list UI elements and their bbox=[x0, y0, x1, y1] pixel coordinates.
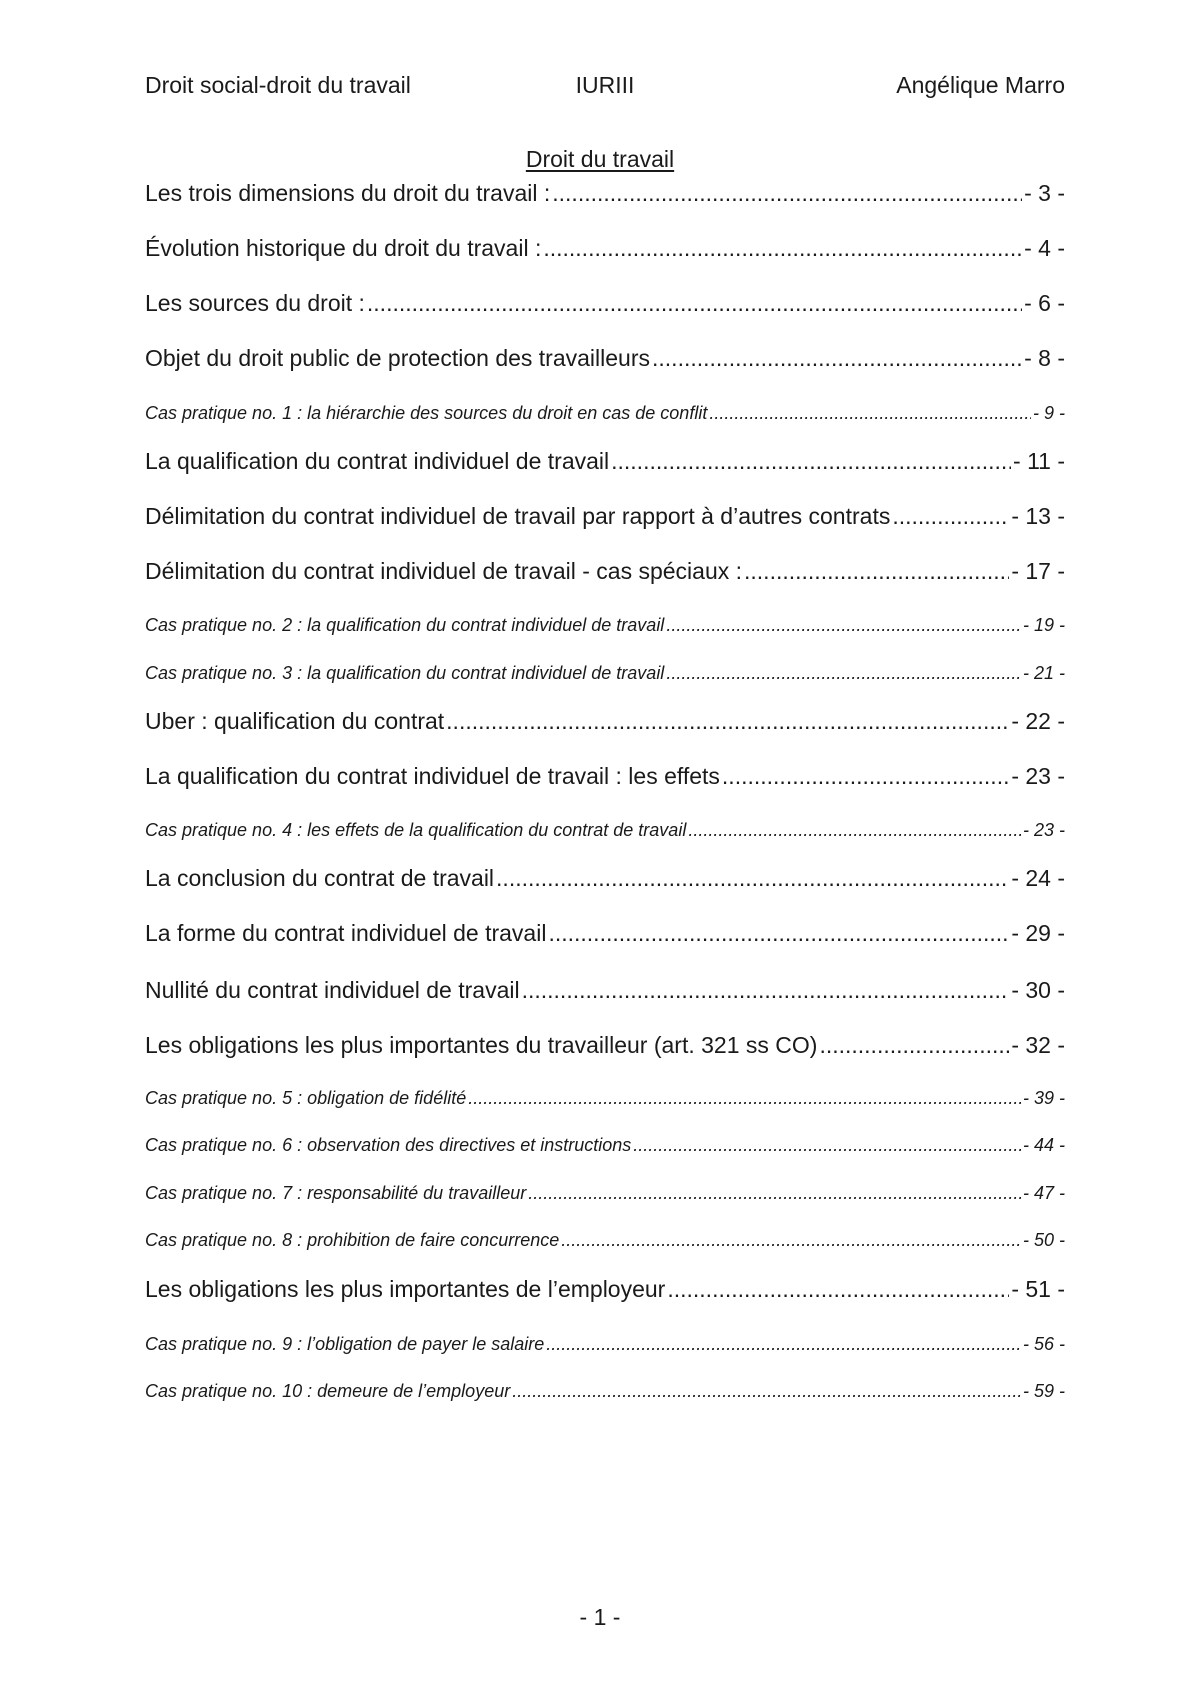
toc-dot-leader bbox=[666, 663, 1021, 684]
toc-entry-page: - 13 - bbox=[1011, 503, 1065, 529]
toc-dot-leader bbox=[367, 290, 1022, 317]
toc-entry-title: Les trois dimensions du droit du travail : bbox=[145, 180, 551, 206]
toc-dot-leader bbox=[543, 235, 1022, 262]
toc-entry-title: Cas pratique no. 4 : les effets de la qualification du contrat de travail bbox=[145, 820, 687, 840]
toc-dot-leader bbox=[892, 503, 1009, 530]
toc-case-entry[interactable] bbox=[145, 1183, 1065, 1211]
toc-entry-page: - 9 - bbox=[1032, 403, 1065, 423]
toc-entry-page: - 6 - bbox=[1024, 290, 1065, 316]
toc-dot-leader bbox=[722, 763, 1009, 790]
toc-entry-page: - 24 - bbox=[1011, 865, 1065, 891]
toc-dot-leader bbox=[552, 180, 1022, 207]
toc-entry[interactable] bbox=[145, 865, 1065, 899]
toc-dot-leader bbox=[709, 403, 1031, 424]
toc-entry[interactable] bbox=[145, 448, 1065, 482]
toc-case-entry[interactable] bbox=[145, 1088, 1065, 1116]
toc-entry[interactable] bbox=[145, 290, 1065, 324]
toc-case-entry[interactable] bbox=[145, 1334, 1065, 1362]
toc-case-entry[interactable] bbox=[145, 1230, 1065, 1258]
toc-dot-leader bbox=[819, 1032, 1009, 1059]
toc-entry-title: Objet du droit public de protection des travailleurs bbox=[145, 345, 651, 371]
toc-dot-leader bbox=[446, 708, 1009, 735]
toc-entry[interactable] bbox=[145, 977, 1065, 1011]
toc-dot-leader bbox=[528, 1183, 1021, 1204]
toc-entry[interactable] bbox=[145, 503, 1065, 537]
toc-dot-leader bbox=[512, 1381, 1021, 1402]
toc-entry-page: - 22 - bbox=[1011, 708, 1065, 734]
toc-entry-page: - 23 - bbox=[1011, 763, 1065, 789]
toc-entry[interactable] bbox=[145, 708, 1065, 742]
toc-entry-title: Cas pratique no. 3 : la qualification du contrat individuel de travail bbox=[145, 663, 665, 683]
toc-case-entry[interactable] bbox=[145, 1381, 1065, 1409]
toc-entry-page: - 8 - bbox=[1024, 345, 1065, 371]
toc-entry-title: La conclusion du contrat de travail bbox=[145, 865, 495, 891]
toc-case-entry[interactable] bbox=[145, 663, 1065, 691]
toc-dot-leader bbox=[611, 448, 1011, 475]
toc-entry-page: - 11 - bbox=[1013, 448, 1065, 474]
toc-entry[interactable] bbox=[145, 1032, 1065, 1066]
toc-entry-title: Uber : qualification du contrat bbox=[145, 708, 445, 734]
toc-entry-title: La forme du contrat individuel de travail bbox=[145, 920, 547, 946]
toc-entry-page: - 56 - bbox=[1022, 1334, 1065, 1354]
toc-entry-title: Cas pratique no. 6 : observation des directives et instructions bbox=[145, 1135, 632, 1155]
toc-dot-leader bbox=[468, 1088, 1021, 1109]
toc-entry-title: Cas pratique no. 2 : la qualification du contrat individuel de travail bbox=[145, 615, 665, 635]
toc-entry[interactable] bbox=[145, 180, 1065, 214]
toc-dot-leader bbox=[548, 920, 1009, 947]
toc-dot-leader bbox=[667, 1276, 1009, 1303]
header-author: Angélique Marro bbox=[896, 72, 1065, 98]
toc-entry-title: Cas pratique no. 8 : prohibition de faire concurrence bbox=[145, 1230, 560, 1250]
toc-entry[interactable] bbox=[145, 235, 1065, 269]
toc-entry-page: - 44 - bbox=[1022, 1135, 1065, 1155]
toc-entry[interactable] bbox=[145, 345, 1065, 379]
toc-case-entry[interactable] bbox=[145, 615, 1065, 643]
toc-entry-title: La qualification du contrat individuel de travail : les effets bbox=[145, 763, 720, 789]
toc-entry-title: Cas pratique no. 9 : l’obligation de payer le salaire bbox=[145, 1334, 545, 1354]
toc-entry[interactable] bbox=[145, 1276, 1065, 1310]
toc-entry-page: - 30 - bbox=[1011, 977, 1065, 1003]
toc-entry-page: - 19 - bbox=[1022, 615, 1065, 635]
toc-entry-page: - 17 - bbox=[1011, 558, 1065, 584]
toc-entry-title: Délimitation du contrat individuel de travail par rapport à d’autres contrats bbox=[145, 503, 891, 529]
toc-entry-title: Les obligations les plus importantes du travailleur (art. 321 ss CO) bbox=[145, 1032, 818, 1058]
header-course: Droit social-droit du travail bbox=[145, 72, 411, 98]
toc-entry-page: - 32 - bbox=[1011, 1032, 1065, 1058]
toc-dot-leader bbox=[522, 977, 1010, 1004]
toc-entry-page: - 4 - bbox=[1024, 235, 1065, 261]
toc-dot-leader bbox=[652, 345, 1022, 372]
toc-entry[interactable] bbox=[145, 558, 1065, 592]
toc-entry-title: Cas pratique no. 5 : obligation de fidélité bbox=[145, 1088, 467, 1108]
toc-entry-page: - 50 - bbox=[1022, 1230, 1065, 1250]
toc-dot-leader bbox=[561, 1230, 1021, 1251]
toc-dot-leader bbox=[633, 1135, 1021, 1156]
toc-entry-title: Cas pratique no. 1 : la hiérarchie des sources du droit en cas de conflit bbox=[145, 403, 708, 423]
toc-entry-page: - 23 - bbox=[1022, 820, 1065, 840]
toc-entry-page: - 51 - bbox=[1011, 1276, 1065, 1302]
toc-entry[interactable] bbox=[145, 763, 1065, 797]
toc-entry-title: La qualification du contrat individuel de travail bbox=[145, 448, 610, 474]
toc-dot-leader bbox=[744, 558, 1009, 585]
toc-entry-page: - 21 - bbox=[1022, 663, 1065, 683]
toc-case-entry[interactable] bbox=[145, 403, 1065, 431]
toc-entry[interactable] bbox=[145, 920, 1065, 954]
toc-entry-page: - 39 - bbox=[1022, 1088, 1065, 1108]
toc-entry-page: - 59 - bbox=[1022, 1381, 1065, 1401]
toc-entry-title: Nullité du contrat individuel de travail bbox=[145, 977, 520, 1003]
page-number: - 1 - bbox=[579, 1604, 621, 1630]
toc-entry-page: - 47 - bbox=[1022, 1183, 1065, 1203]
toc-dot-leader bbox=[688, 820, 1021, 841]
toc-entry-title: Évolution historique du droit du travail : bbox=[145, 235, 542, 261]
toc-entry-title: Les obligations les plus importantes de l’employeur bbox=[145, 1276, 666, 1302]
toc-case-entry[interactable] bbox=[145, 820, 1065, 848]
toc-dot-leader bbox=[496, 865, 1009, 892]
toc-entry-page: - 29 - bbox=[1011, 920, 1065, 946]
toc-dot-leader bbox=[546, 1334, 1021, 1355]
header-code: IURIII bbox=[575, 72, 635, 98]
toc-dot-leader bbox=[666, 615, 1021, 636]
toc-entry-title: Délimitation du contrat individuel de travail - cas spéciaux : bbox=[145, 558, 743, 584]
toc-entry-page: - 3 - bbox=[1024, 180, 1065, 206]
toc-entry-title: Les sources du droit : bbox=[145, 290, 365, 316]
toc-case-entry[interactable] bbox=[145, 1135, 1065, 1163]
toc-entry-title: Cas pratique no. 7 : responsabilité du travailleur bbox=[145, 1183, 527, 1203]
document-title: Droit du travail bbox=[525, 146, 675, 172]
toc-entry-title: Cas pratique no. 10 : demeure de l’employeur bbox=[145, 1381, 511, 1401]
